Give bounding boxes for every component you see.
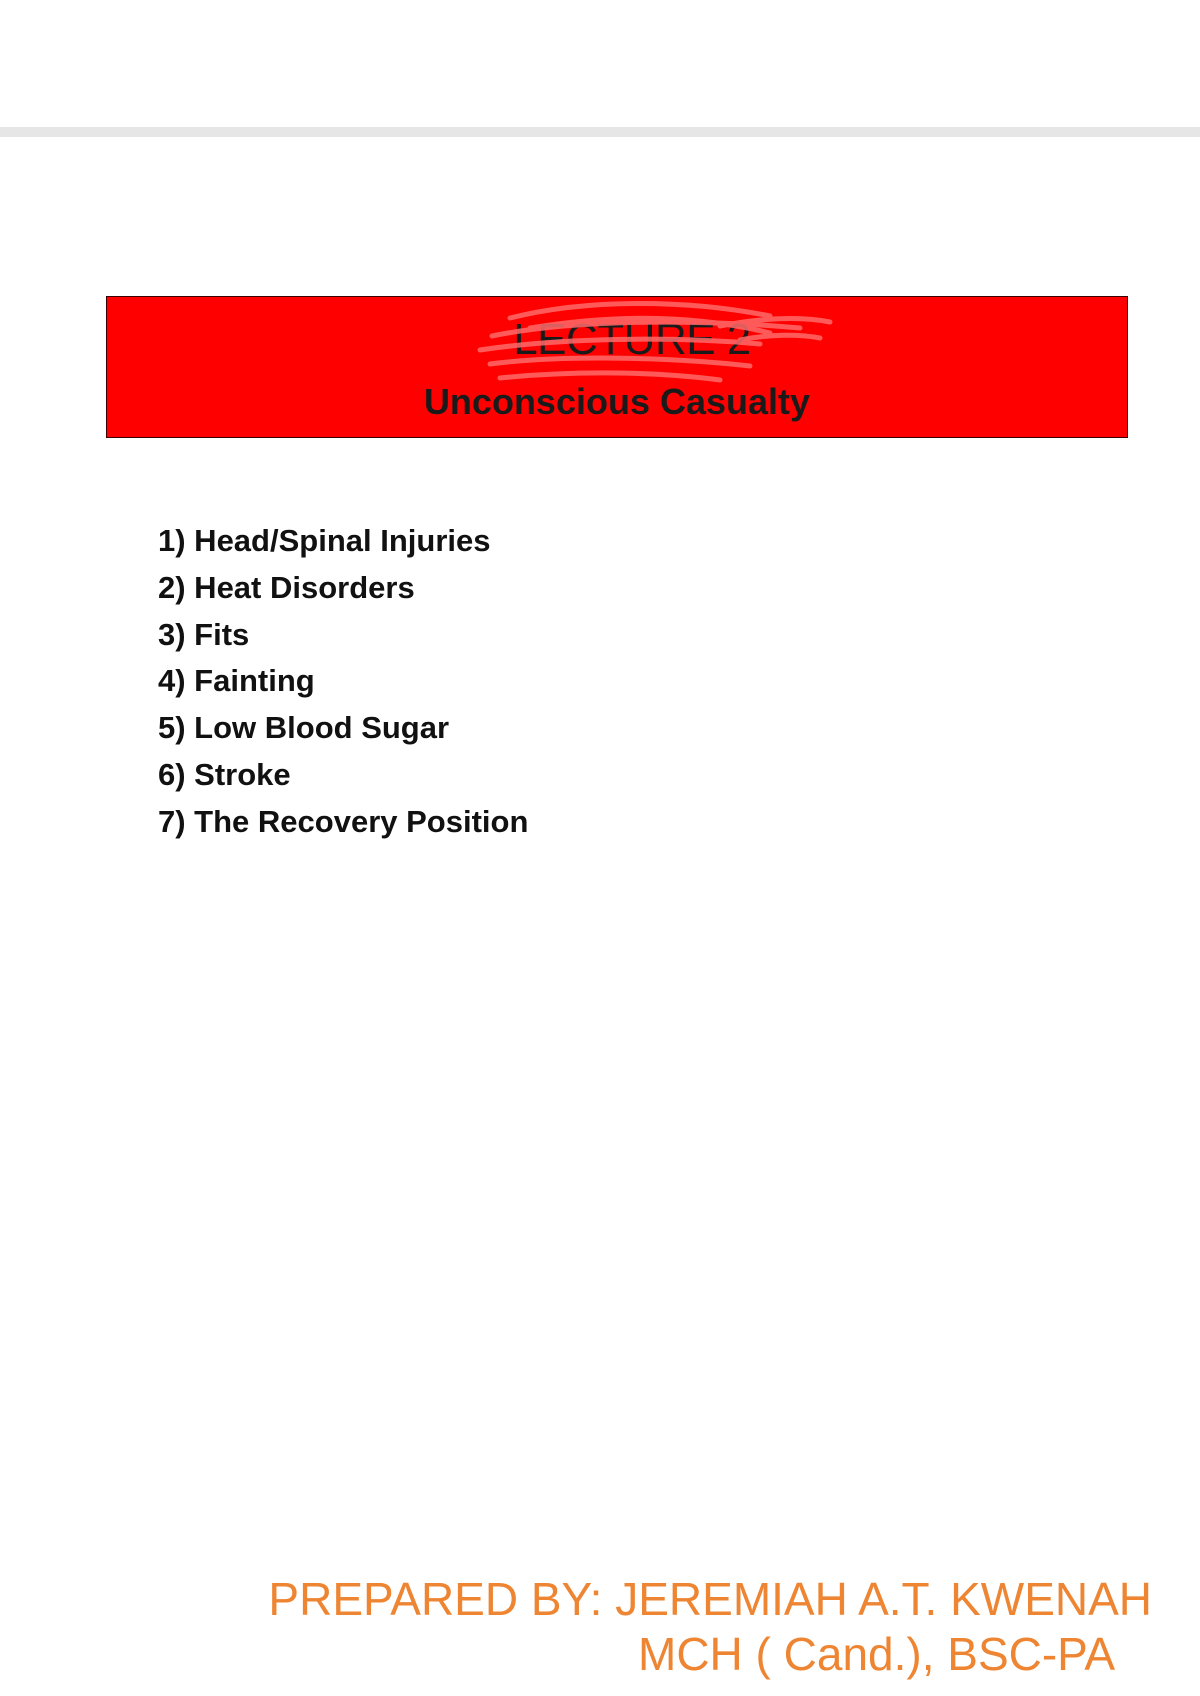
lecture-subtitle: Unconscious Casualty	[423, 381, 811, 422]
list-item: 7) The Recovery Position	[158, 803, 529, 839]
list-item: 6) Stroke	[158, 756, 291, 792]
list-item: 2) Heat Disorders	[158, 569, 415, 605]
lecture-title: LECTURE 2	[513, 315, 751, 364]
lecture-title-banner	[106, 296, 1128, 438]
prepared-by-line: PREPARED BY: JEREMIAH A.T. KWENAH	[268, 1573, 1152, 1625]
list-item: 3) Fits	[158, 616, 250, 652]
top-divider	[0, 127, 1200, 137]
author-credentials: MCH ( Cand.), BSC-PA	[638, 1628, 1116, 1680]
list-item: 1) Head/Spinal Injuries	[158, 523, 491, 558]
list-item: 5) Low Blood Sugar	[158, 710, 450, 746]
list-item: 4) Fainting	[158, 663, 315, 699]
topic-list	[158, 518, 528, 846]
